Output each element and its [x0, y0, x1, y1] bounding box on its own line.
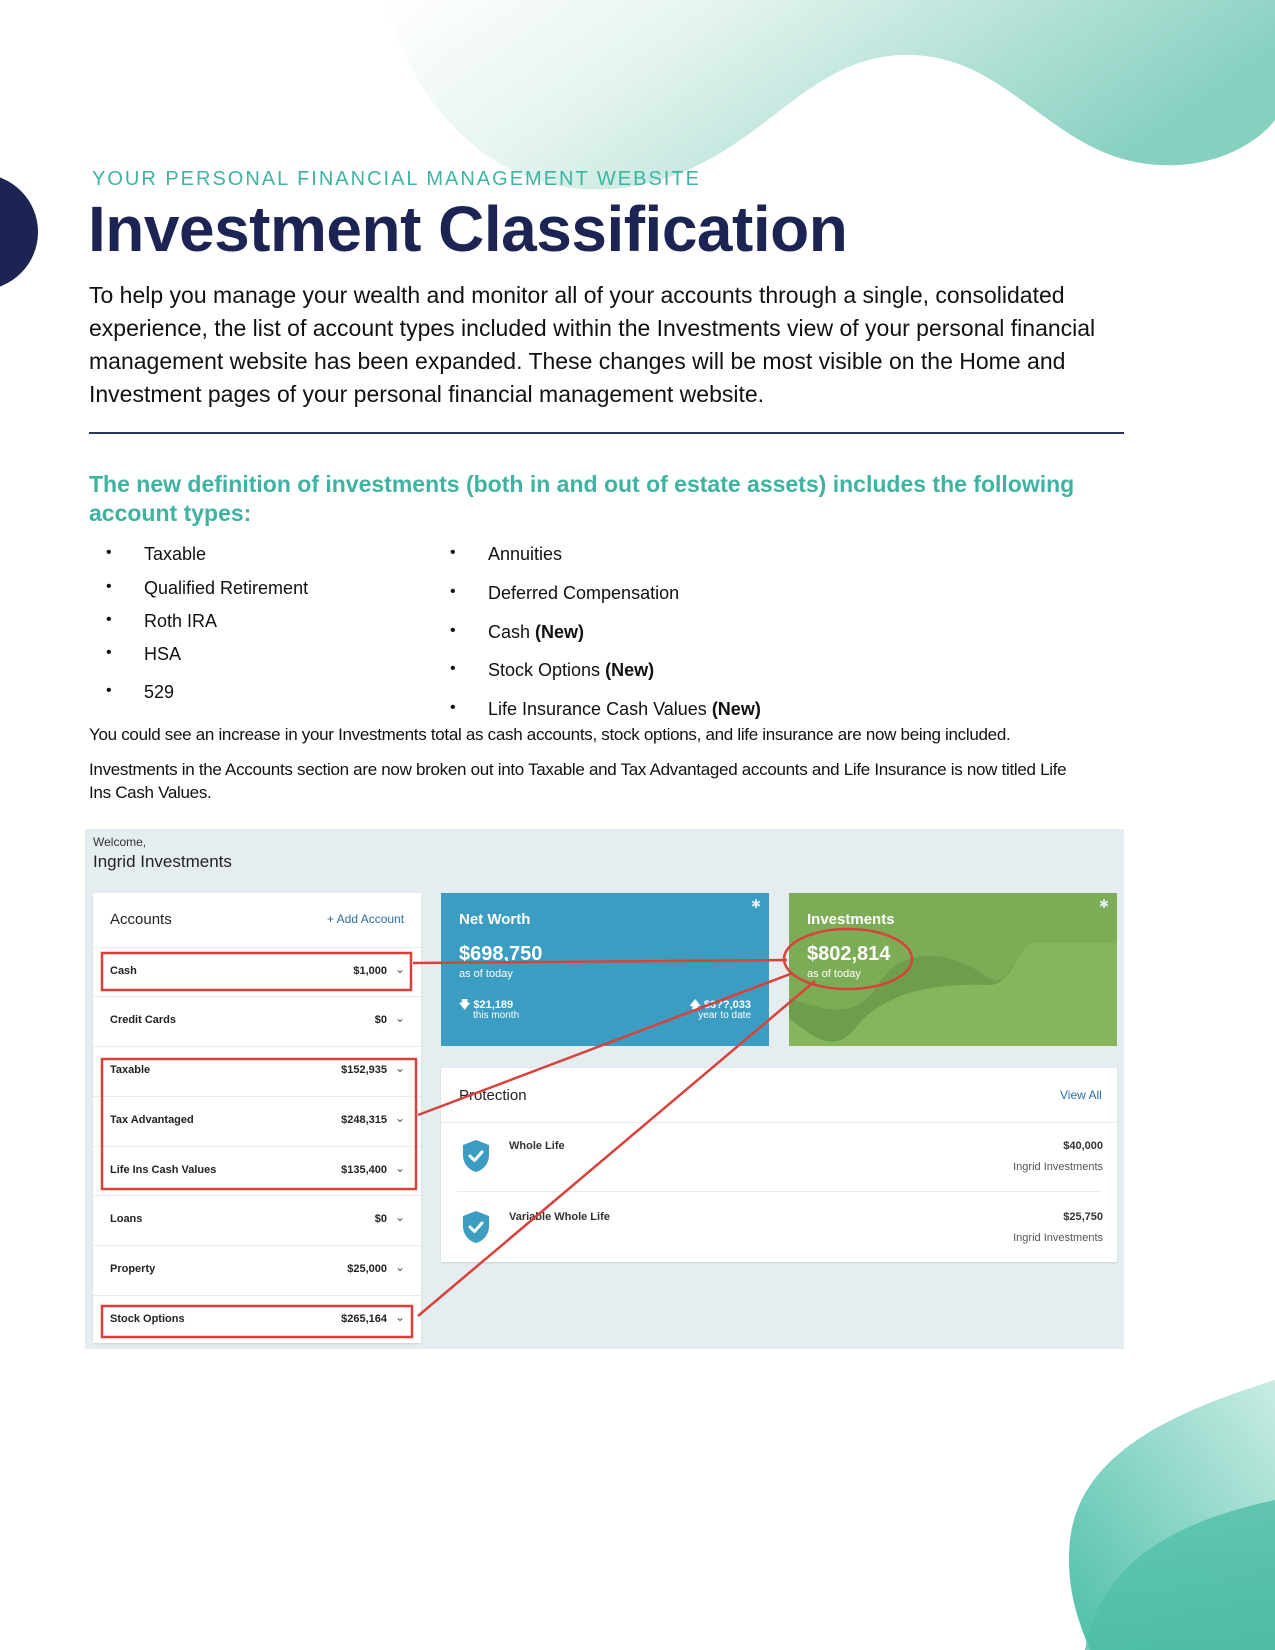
list-item-label: Qualified Retirement: [144, 578, 309, 598]
policy-name: Whole Life: [509, 1140, 565, 1152]
account-row-cash[interactable]: [93, 947, 421, 997]
chevron-down-icon[interactable]: ⌄: [394, 1260, 405, 1274]
month-change: 🡇 $21,189: [459, 999, 514, 1011]
account-row-credit-cards[interactable]: [93, 996, 421, 1046]
list-item-label: Life Insurance Cash Values: [488, 699, 707, 719]
list-item-label: Taxable: [144, 544, 207, 564]
user-name: Ingrid Investments: [93, 852, 232, 871]
account-value: $0: [374, 1213, 387, 1225]
account-value: $248,315: [341, 1114, 387, 1126]
shield-check-icon: [462, 1139, 490, 1173]
ytd-change-label: year to date: [698, 1010, 751, 1021]
list-item-label: Roth IRA: [144, 611, 218, 631]
intro-paragraph: To help you manage your wealth and monitor all of your accounts through a single, consolidated experience, the list of account types included within the Investments view of your personal financial management website has been expanded. These changes will be most visible on the Home and Investment pages of your personal financial management website.: [89, 282, 1096, 407]
account-row-property[interactable]: [93, 1245, 421, 1295]
new-tag: (New): [535, 622, 585, 642]
account-value: $1,000: [353, 965, 387, 977]
list-item-label: HSA: [144, 644, 182, 664]
policy-name: Variable Whole Life: [509, 1211, 610, 1223]
account-value: $0: [374, 1014, 387, 1026]
account-name: Cash: [110, 965, 137, 977]
shield-check-icon: [462, 1210, 490, 1244]
chevron-down-icon[interactable]: ⌄: [394, 1011, 405, 1025]
list-item-label: Cash: [488, 622, 531, 642]
investments-card[interactable]: [789, 893, 1117, 1046]
investments-value: $802,814: [807, 943, 891, 965]
account-name: Property: [110, 1263, 156, 1275]
policy-owner: Ingrid Investments: [1013, 1161, 1103, 1173]
gear-icon[interactable]: ✱: [750, 897, 761, 911]
page-title: Investment Classification: [88, 193, 848, 265]
account-row-stock-options[interactable]: [93, 1295, 421, 1345]
arrow-down-icon: 🡇: [459, 999, 471, 1011]
account-row-tax-advantaged[interactable]: [93, 1096, 421, 1146]
chevron-down-icon[interactable]: ⌄: [394, 962, 405, 976]
section-subheading: The new definition of investments (both in and out of estate assets) includes the following account types:: [89, 471, 1075, 526]
account-value: $152,935: [341, 1064, 387, 1076]
note-paragraph: You could see an increase in your Investments total as cash accounts, stock options, and life insurance are now being included.: [89, 725, 1011, 744]
chevron-down-icon[interactable]: ⌄: [394, 1161, 405, 1175]
protection-title: Protection: [459, 1087, 527, 1104]
account-name: Life Ins Cash Values: [110, 1164, 217, 1176]
account-row-taxable[interactable]: [93, 1046, 421, 1096]
chevron-down-icon[interactable]: ⌄: [394, 1210, 405, 1224]
new-tag: (New): [605, 660, 655, 680]
account-name: Taxable: [110, 1064, 151, 1076]
list-item-label: Stock Options: [488, 660, 601, 680]
policy-amount: $40,000: [1063, 1140, 1103, 1152]
card-title: Net Worth: [459, 911, 531, 928]
divider: [457, 1191, 1102, 1192]
account-name: Tax Advantaged: [110, 1114, 194, 1126]
net-worth-value: $698,750: [459, 943, 543, 965]
policy-owner: Ingrid Investments: [1013, 1232, 1103, 1244]
chevron-down-icon[interactable]: ⌄: [394, 1310, 405, 1324]
account-name: Loans: [110, 1213, 143, 1225]
chevron-down-icon[interactable]: ⌄: [394, 1111, 405, 1125]
account-name: Stock Options: [110, 1313, 185, 1325]
add-account-link[interactable]: + Add Account: [327, 912, 405, 926]
new-tag: (New): [711, 699, 761, 719]
chevron-down-icon[interactable]: ⌄: [394, 1061, 405, 1075]
account-value: $25,000: [347, 1263, 387, 1275]
gear-icon[interactable]: ✱: [1098, 897, 1109, 911]
list-item-label: Annuities: [488, 544, 563, 564]
account-value: $135,400: [341, 1164, 387, 1176]
list-item-label: Deferred Compensation: [488, 583, 680, 603]
policy-amount: $25,750: [1063, 1211, 1103, 1223]
view-all-link[interactable]: View All: [1060, 1088, 1102, 1102]
welcome-label: Welcome,: [93, 835, 147, 849]
as-of-label: as of today: [459, 968, 513, 980]
note-paragraph: Investments in the Accounts section are now broken out into Taxable and Tax Advantaged accounts and Life Insurance is now titled Life Ins Cash Values.: [89, 760, 1067, 802]
month-change-label: this month: [473, 1010, 520, 1021]
ytd-change: 🡅 $3??,033: [689, 999, 751, 1011]
account-row-life-ins-cash-values[interactable]: [93, 1146, 421, 1196]
divider: [89, 432, 1124, 434]
as-of-label: as of today: [807, 968, 861, 980]
eyebrow-heading: YOUR PERSONAL FINANCIAL MANAGEMENT WEBSITE: [92, 168, 701, 190]
card-title: Investments: [807, 911, 895, 928]
accounts-title: Accounts: [110, 911, 172, 928]
arrow-up-icon: 🡅: [689, 999, 701, 1011]
account-value: $265,164: [341, 1313, 387, 1325]
account-row-loans[interactable]: [93, 1195, 421, 1245]
account-name: Credit Cards: [110, 1014, 177, 1026]
divider: [441, 1122, 1117, 1123]
list-item-label: 529: [144, 682, 175, 702]
net-worth-card[interactable]: [441, 893, 769, 1046]
